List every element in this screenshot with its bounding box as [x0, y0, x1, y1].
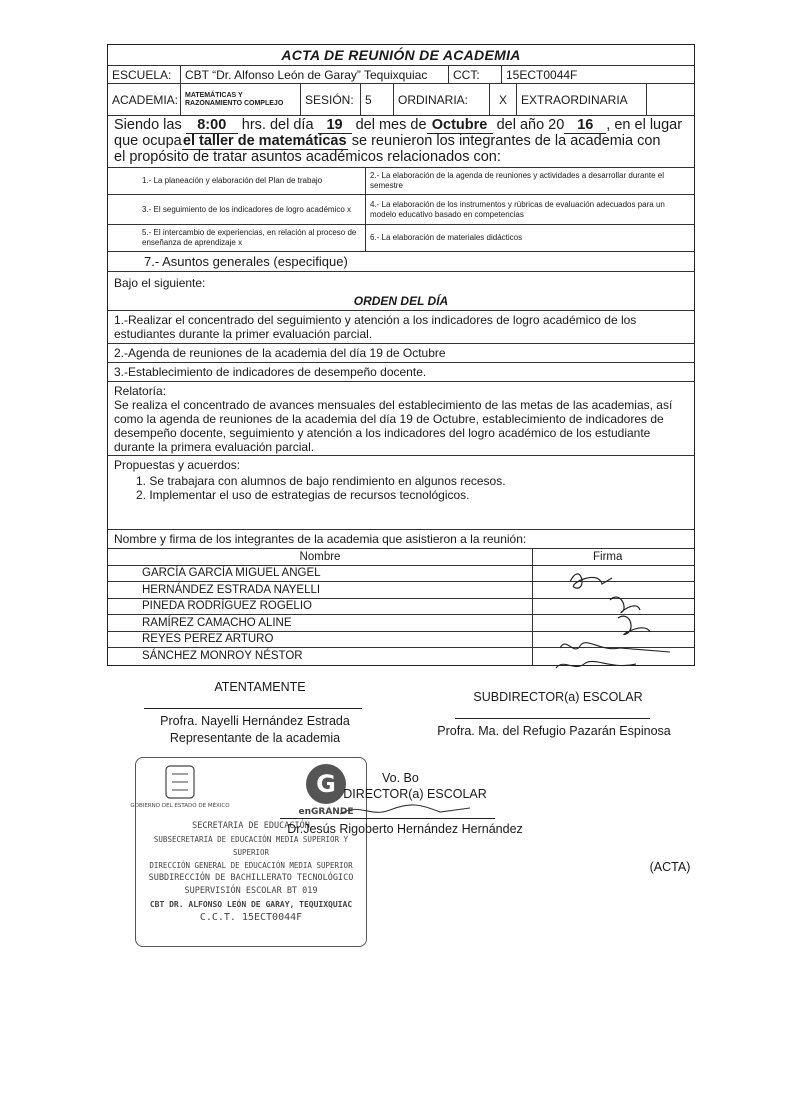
- rep-role: Representante de la academia: [169, 731, 341, 745]
- stamp-line: CBT DR. ALFONSO LEÓN DE GARAY, TEQUIXQUIAC: [149, 900, 353, 909]
- topic-item: 3.- El seguimiento de los indicadores de logro académico x: [108, 195, 366, 224]
- propuesta-item: 2. Implementar el uso de estrategias de recursos tecnológicos.: [136, 488, 470, 502]
- orden-item: 3.-Establecimiento de indicadores de desempeño docente.: [108, 363, 694, 382]
- extraordinaria-label: EXTRAORDINARIA: [517, 84, 647, 115]
- nombre-column-header: Nombre: [108, 549, 533, 565]
- academia-row: [108, 84, 694, 116]
- intro-text: Siendo las: [114, 117, 182, 133]
- cct-label: CCT:: [449, 66, 502, 83]
- stamp-line: SUPERVISIÓN ESCOLAR BT 019: [184, 886, 318, 896]
- stamp-line: C.C.T. 15ECT0044F: [199, 912, 303, 923]
- escuela-row: [108, 66, 694, 84]
- director-role: DIRECTOR(a) ESCOLAR: [343, 787, 487, 801]
- official-stamp: [130, 757, 367, 947]
- mes-field: Octubre: [427, 118, 493, 134]
- svg-text:G: G: [316, 770, 336, 798]
- hora-field: 8:00: [186, 118, 238, 134]
- topic-item: 1.- La planeación y elaboración del Plan de trabajo: [108, 168, 366, 194]
- topics-row: [108, 195, 694, 225]
- relatoria-label: Relatoría:: [114, 384, 167, 398]
- stamp-line: SUBDIRECCIÓN DE BACHILLERATO TECNOLÓGICO: [148, 873, 354, 883]
- cct-value: 15ECT0044F: [506, 67, 578, 82]
- orden-title: ORDEN DEL DÍA: [108, 292, 694, 311]
- escuela-label: ESCUELA:: [108, 66, 181, 83]
- sub-signature-line: [455, 718, 650, 719]
- member-name: SÁNCHEZ MONROY NÉSTOR: [108, 648, 533, 665]
- vobo-label: Vo. Bo: [382, 771, 419, 785]
- members-heading: Nombre y firma de los integrantes de la academia que asistieron a la reunión:: [108, 530, 694, 549]
- orden-item: 2.-Agenda de reuniones de la academia del día 19 de Octubre: [108, 344, 694, 363]
- extraordinaria-value: [647, 84, 694, 115]
- propuestas-block: [108, 456, 694, 530]
- relatoria-block: [108, 382, 694, 456]
- topics-row: [108, 225, 694, 252]
- stamp-line: DIRECCIÓN GENERAL DE EDUCACIÓN MEDIA SUPERIOR: [149, 861, 353, 870]
- member-name: REYES PEREZ ARTURO: [108, 632, 533, 648]
- sesion-label: SESIÓN:: [301, 84, 361, 115]
- topics-row: [108, 168, 694, 195]
- dia-field: 19: [318, 118, 352, 134]
- intro-text: del mes de: [355, 117, 427, 133]
- ordinaria-label: ORDINARIA:: [394, 84, 490, 115]
- topic7-row: [108, 252, 694, 272]
- gob-logo-text: GOBIERNO DEL ESTADO DE MÉXICO: [130, 803, 230, 809]
- member-name: PINEDA RODRÍGUEZ ROGELIO: [108, 599, 533, 615]
- atentamente-label: ATENTAMENTE: [214, 680, 306, 694]
- propuestas-label: Propuestas y acuerdos:: [114, 458, 241, 472]
- dir-signature-line: [280, 818, 495, 819]
- rep-name: Profra. Nayelli Hernández Estrada: [160, 714, 350, 728]
- bajo-text: Bajo el siguiente:: [114, 276, 206, 290]
- member-name: HERNÁNDEZ ESTRADA NAYELLI: [108, 582, 533, 598]
- intro-text: hrs. del día: [241, 117, 314, 133]
- intro-text: del año 20: [496, 117, 565, 133]
- intro-text: , en el lugar: [606, 117, 683, 133]
- subdirector-name: Profra. Ma. del Refugio Pazarán Espinosa: [437, 724, 671, 738]
- engrande-text: enGRANDE: [298, 807, 354, 817]
- academia-value-cell: [181, 84, 301, 115]
- ordinaria-value: X: [490, 84, 517, 115]
- lugar-field: el taller de matemáticas: [182, 133, 347, 149]
- form-title: ACTA DE REUNIÓN DE ACADEMIA: [281, 47, 521, 63]
- firma-column-header: Firma: [593, 550, 623, 563]
- topic-item: 5.- El intercambio de experiencias, en relación al proceso de enseñanza de aprendizaje x: [108, 225, 366, 251]
- topic-general: 7.- Asuntos generales (especifique): [144, 254, 348, 269]
- intro-text: se reunieron los integrantes de la academia con: [351, 133, 661, 149]
- title-row: [108, 45, 694, 66]
- member-name: RAMÍREZ CAMACHO ALINE: [108, 615, 533, 631]
- intro-paragraph: [108, 116, 694, 168]
- intro-text: el propósito de tratar asuntos académicos relacionados con:: [114, 149, 501, 165]
- acta-tag: (ACTA): [649, 860, 691, 874]
- director-name: Dr.Jesús Rigoberto Hernández Hernández: [287, 822, 523, 836]
- member-name: GARCÍA GARCÍA MIGUEL ANGEL: [108, 566, 533, 582]
- gob-edomex-logo: [130, 764, 230, 816]
- topic-item: 2.- La elaboración de la agenda de reuniones y actividades a desarrollar durante el semestre: [370, 171, 664, 190]
- orden-item: 1.-Realizar el concentrado del seguimiento y atención a los indicadores de logro académico de los estudiantes durante la primer evaluación parcial.: [108, 311, 694, 344]
- stamp-line: SECRETARIA DE EDUCACIÓN: [192, 821, 310, 831]
- handwritten-signatures: [540, 560, 690, 680]
- sesion-value: 5: [361, 84, 394, 115]
- anio-field: 16: [564, 118, 606, 134]
- intro-text: que ocupa: [114, 133, 182, 149]
- topic-item: 4.- La elaboración de los instrumentos y rúbricas de evaluación adecuados para un modelo educativo basado en competencias: [370, 199, 665, 219]
- stamp-line: SUBSECRETARIA DE EDUCACIÓN MEDIA SUPERIOR Y SUPERIOR: [153, 835, 349, 857]
- academia-label: ACADEMIA:: [108, 84, 181, 115]
- academia-value: MATEMÁTICAS Y RAZONAMIENTO COMPLEJO: [185, 91, 284, 107]
- rep-signature-line: [144, 708, 362, 709]
- topic-item: 6.- La elaboración de materiales didácticos: [370, 233, 523, 242]
- subdirector-role: SUBDIRECTOR(a) ESCOLAR: [473, 690, 643, 704]
- escuela-value: CBT “Dr. Alfonso León de Garay” Tequixquiac: [181, 66, 449, 83]
- propuesta-item: 1. Se trabajara con alumnos de bajo rendimiento en algunos recesos.: [136, 474, 506, 488]
- relatoria-text: Se realiza el concentrado de avances mensuales del establecimiento de las metas de las academias, así como la agenda de reuniones de la academia del día 19 de Octubre, establecimiento de indicadores de desempeño docente, seguimiento y atención a los indicadores del logro académico de los estudiante durante la primera evaluación parcial.: [114, 398, 673, 454]
